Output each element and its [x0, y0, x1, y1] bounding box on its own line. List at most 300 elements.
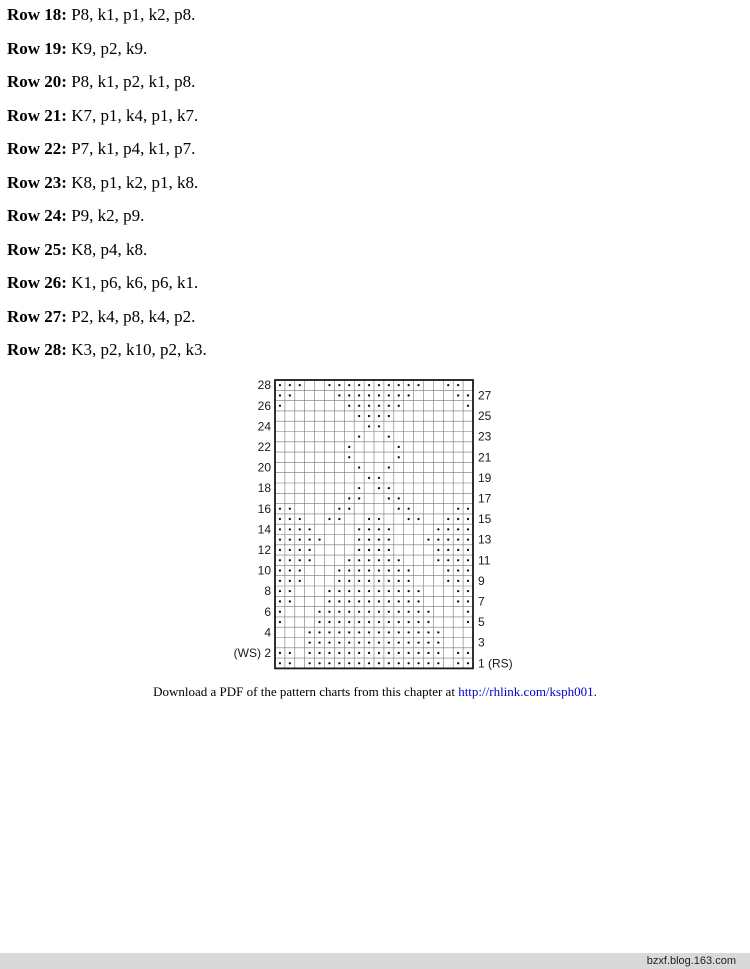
purl-dot	[358, 384, 360, 386]
purl-dot	[388, 559, 390, 561]
row-stitches: K8, p4, k8.	[66, 239, 148, 259]
purl-dot	[398, 621, 400, 623]
purl-dot	[289, 662, 291, 664]
row-number-label: 26	[257, 398, 271, 413]
purl-dot	[279, 621, 281, 623]
purl-dot	[328, 652, 330, 654]
purl-dot	[427, 611, 429, 613]
purl-dot	[318, 662, 320, 664]
purl-dot	[309, 631, 311, 633]
purl-dot	[368, 425, 370, 427]
purl-dot	[378, 569, 380, 571]
purl-dot	[398, 559, 400, 561]
purl-dot	[378, 477, 380, 479]
purl-dot	[447, 518, 449, 520]
purl-dot	[388, 631, 390, 633]
purl-dot	[378, 652, 380, 654]
row-stitches: K1, p6, k6, p6, k1.	[66, 273, 199, 292]
purl-dot	[457, 394, 459, 396]
purl-dot	[398, 384, 400, 386]
purl-dot	[378, 600, 380, 602]
purl-dot	[309, 662, 311, 664]
purl-dot	[348, 642, 350, 644]
purl-dot	[457, 590, 459, 592]
purl-dot	[358, 642, 360, 644]
purl-dot	[417, 384, 419, 386]
purl-dot	[279, 652, 281, 654]
row-label: Row 25:	[7, 239, 67, 259]
row-number-label: 17	[478, 491, 492, 506]
purl-dot	[279, 405, 281, 407]
purl-dot	[338, 580, 340, 582]
purl-dot	[368, 662, 370, 664]
purl-dot	[368, 621, 370, 623]
purl-dot	[279, 508, 281, 510]
row-stitches: P2, k4, p8, k4, p2.	[66, 306, 196, 326]
purl-dot	[378, 621, 380, 623]
purl-dot	[398, 580, 400, 582]
pattern-pdf-link[interactable]: http://rhlink.com/ksph001	[458, 684, 594, 699]
purl-dot	[279, 590, 281, 592]
purl-dot	[338, 642, 340, 644]
purl-dot	[358, 652, 360, 654]
purl-dot	[417, 621, 419, 623]
purl-dot	[368, 569, 370, 571]
purl-dot	[289, 508, 291, 510]
purl-dot	[358, 600, 360, 602]
purl-dot	[368, 539, 370, 541]
purl-dot	[358, 528, 360, 530]
purl-dot	[467, 549, 469, 551]
row-number-label: 23	[478, 429, 492, 444]
row-stitches: P8, k1, p2, k1, p8.	[66, 72, 196, 91]
purl-dot	[299, 569, 301, 571]
purl-dot	[388, 497, 390, 499]
purl-dot	[328, 590, 330, 592]
purl-dot	[378, 487, 380, 489]
purl-dot	[398, 590, 400, 592]
row-number-label: 10	[257, 563, 271, 578]
purl-dot	[437, 642, 439, 644]
purl-dot	[388, 590, 390, 592]
purl-dot	[318, 631, 320, 633]
purl-dot	[408, 611, 410, 613]
purl-dot	[388, 384, 390, 386]
row-stitches: K8, p1, k2, p1, k8.	[66, 172, 199, 192]
purl-dot	[457, 549, 459, 551]
purl-dot	[378, 642, 380, 644]
purl-dot	[358, 559, 360, 561]
row-instruction	[7, 307, 707, 327]
purl-dot	[279, 600, 281, 602]
purl-dot	[289, 384, 291, 386]
purl-dot	[368, 384, 370, 386]
purl-dot	[328, 631, 330, 633]
row-number-label: 20	[257, 460, 271, 475]
purl-dot	[348, 652, 350, 654]
caption-text: Download a PDF of the pattern charts from this chapter at	[153, 684, 459, 699]
row-number-label: 24	[257, 419, 271, 434]
purl-dot	[299, 518, 301, 520]
row-number-label: 15	[478, 512, 492, 527]
purl-dot	[437, 528, 439, 530]
purl-dot	[338, 631, 340, 633]
row-number-label: 27	[478, 388, 492, 403]
purl-dot	[289, 528, 291, 530]
purl-dot	[348, 497, 350, 499]
purl-dot	[338, 600, 340, 602]
purl-dot	[299, 549, 301, 551]
purl-dot	[378, 631, 380, 633]
row-instruction	[7, 39, 707, 59]
purl-dot	[328, 642, 330, 644]
purl-dot	[437, 652, 439, 654]
purl-dot	[388, 580, 390, 582]
row-number-label: 11	[478, 553, 491, 568]
purl-dot	[388, 611, 390, 613]
purl-dot	[358, 436, 360, 438]
purl-dot	[348, 580, 350, 582]
purl-dot	[408, 590, 410, 592]
purl-dot	[368, 652, 370, 654]
row-number-label: 6	[264, 604, 271, 619]
purl-dot	[427, 652, 429, 654]
purl-dot	[358, 405, 360, 407]
row-stitches: K7, p1, k4, p1, k7.	[66, 105, 199, 125]
purl-dot	[388, 394, 390, 396]
row-number-label: 5	[478, 615, 485, 630]
purl-dot	[398, 394, 400, 396]
purl-dot	[398, 600, 400, 602]
purl-dot	[467, 590, 469, 592]
row-instruction	[7, 240, 707, 260]
purl-dot	[328, 611, 330, 613]
row-number-label: 16	[257, 501, 271, 516]
purl-dot	[398, 569, 400, 571]
purl-dot	[408, 642, 410, 644]
purl-dot	[398, 508, 400, 510]
purl-dot	[388, 600, 390, 602]
purl-dot	[368, 405, 370, 407]
purl-dot	[279, 539, 281, 541]
purl-dot	[398, 642, 400, 644]
purl-dot	[388, 405, 390, 407]
row-number-label: 22	[257, 439, 271, 454]
purl-dot	[338, 590, 340, 592]
purl-dot	[467, 394, 469, 396]
purl-dot	[318, 539, 320, 541]
purl-dot	[338, 662, 340, 664]
purl-dot	[378, 662, 380, 664]
purl-dot	[437, 631, 439, 633]
purl-dot	[358, 497, 360, 499]
purl-dot	[328, 600, 330, 602]
purl-dot	[437, 549, 439, 551]
purl-dot	[388, 662, 390, 664]
purl-dot	[358, 487, 360, 489]
purl-dot	[289, 569, 291, 571]
purl-dot	[378, 611, 380, 613]
purl-dot	[338, 611, 340, 613]
purl-dot	[358, 539, 360, 541]
purl-dot	[348, 600, 350, 602]
purl-dot	[318, 621, 320, 623]
purl-dot	[358, 662, 360, 664]
purl-dot	[358, 611, 360, 613]
purl-dot	[447, 384, 449, 386]
purl-dot	[279, 549, 281, 551]
purl-dot	[408, 631, 410, 633]
purl-dot	[338, 518, 340, 520]
row-number-label: 7	[478, 594, 485, 609]
purl-dot	[467, 580, 469, 582]
purl-dot	[318, 611, 320, 613]
row-instruction	[7, 106, 707, 126]
purl-dot	[467, 528, 469, 530]
caption-suffix: .	[593, 684, 597, 699]
purl-dot	[378, 425, 380, 427]
purl-dot	[467, 508, 469, 510]
purl-dot	[348, 446, 350, 448]
row-number-label: 4	[264, 625, 271, 640]
purl-dot	[279, 580, 281, 582]
row-number-label: 21	[478, 450, 492, 465]
purl-dot	[378, 539, 380, 541]
purl-dot	[368, 549, 370, 551]
purl-dot	[467, 518, 469, 520]
purl-dot	[338, 508, 340, 510]
purl-dot	[289, 394, 291, 396]
purl-dot	[427, 621, 429, 623]
purl-dot	[358, 549, 360, 551]
purl-dot	[309, 528, 311, 530]
purl-dot	[467, 559, 469, 561]
purl-dot	[289, 590, 291, 592]
purl-dot	[467, 569, 469, 571]
purl-dot	[408, 662, 410, 664]
row-label: Row 27:	[7, 306, 67, 326]
purl-dot	[318, 652, 320, 654]
purl-dot	[447, 539, 449, 541]
row-instruction	[7, 139, 707, 159]
purl-dot	[289, 652, 291, 654]
row-instruction	[7, 273, 707, 293]
purl-dot	[299, 528, 301, 530]
row-label: Row 24:	[7, 206, 67, 225]
purl-dot	[309, 539, 311, 541]
purl-dot	[417, 590, 419, 592]
purl-dot	[388, 621, 390, 623]
purl-dot	[388, 415, 390, 417]
purl-dot	[358, 621, 360, 623]
purl-dot	[328, 621, 330, 623]
purl-dot	[398, 405, 400, 407]
row-instruction	[7, 72, 707, 92]
purl-dot	[368, 559, 370, 561]
purl-dot	[427, 539, 429, 541]
purl-dot	[398, 497, 400, 499]
purl-dot	[348, 611, 350, 613]
purl-dot	[417, 611, 419, 613]
purl-dot	[348, 456, 350, 458]
stitch-chart	[228, 374, 520, 672]
purl-dot	[467, 405, 469, 407]
purl-dot	[398, 652, 400, 654]
purl-dot	[279, 611, 281, 613]
purl-dot	[417, 652, 419, 654]
row-instruction	[7, 5, 707, 25]
purl-dot	[299, 580, 301, 582]
purl-dot	[457, 559, 459, 561]
footer-bar	[0, 953, 750, 969]
purl-dot	[378, 394, 380, 396]
purl-dot	[368, 631, 370, 633]
row-label: Row 26:	[7, 273, 67, 292]
purl-dot	[457, 508, 459, 510]
row-number-label: 1 (RS)	[478, 656, 513, 671]
row-number-label: 28	[257, 378, 271, 393]
purl-dot	[299, 539, 301, 541]
purl-dot	[338, 394, 340, 396]
purl-dot	[318, 642, 320, 644]
purl-dot	[457, 652, 459, 654]
purl-dot	[427, 631, 429, 633]
purl-dot	[348, 508, 350, 510]
row-number-label: 18	[257, 481, 271, 496]
purl-dot	[417, 631, 419, 633]
purl-dot	[388, 549, 390, 551]
purl-dot	[279, 569, 281, 571]
row-number-label: 3	[478, 635, 485, 650]
purl-dot	[378, 518, 380, 520]
row-label: Row 23:	[7, 172, 67, 192]
purl-dot	[348, 590, 350, 592]
purl-dot	[348, 394, 350, 396]
row-number-label: 13	[478, 532, 492, 547]
stitch-chart-svg	[228, 374, 520, 672]
purl-dot	[368, 394, 370, 396]
row-number-label: 12	[257, 542, 271, 557]
purl-dot	[388, 569, 390, 571]
purl-dot	[358, 631, 360, 633]
purl-dot	[447, 569, 449, 571]
purl-dot	[408, 569, 410, 571]
purl-dot	[417, 600, 419, 602]
purl-dot	[467, 662, 469, 664]
purl-dot	[408, 652, 410, 654]
purl-dot	[368, 518, 370, 520]
purl-dot	[447, 580, 449, 582]
purl-dot	[358, 394, 360, 396]
purl-dot	[398, 662, 400, 664]
row-stitches: K9, p2, k9.	[66, 38, 148, 58]
row-instruction	[7, 173, 707, 193]
purl-dot	[447, 549, 449, 551]
purl-dot	[457, 580, 459, 582]
purl-dot	[447, 528, 449, 530]
purl-dot	[348, 621, 350, 623]
purl-dot	[457, 600, 459, 602]
purl-dot	[358, 580, 360, 582]
row-instruction	[7, 206, 707, 226]
purl-dot	[309, 642, 311, 644]
purl-dot	[388, 539, 390, 541]
purl-dot	[289, 580, 291, 582]
row-number-label: 14	[257, 522, 271, 537]
purl-dot	[279, 559, 281, 561]
purl-dot	[408, 508, 410, 510]
purl-dot	[328, 518, 330, 520]
purl-dot	[338, 652, 340, 654]
purl-dot	[378, 559, 380, 561]
row-stitches: P7, k1, p4, k1, p7.	[66, 139, 196, 158]
purl-dot	[398, 611, 400, 613]
purl-dot	[378, 580, 380, 582]
purl-dot	[289, 539, 291, 541]
purl-dot	[378, 384, 380, 386]
purl-dot	[299, 559, 301, 561]
purl-dot	[368, 600, 370, 602]
purl-dot	[279, 518, 281, 520]
purl-dot	[398, 456, 400, 458]
purl-dot	[299, 384, 301, 386]
purl-dot	[358, 415, 360, 417]
purl-dot	[388, 642, 390, 644]
purl-dot	[388, 528, 390, 530]
purl-dot	[457, 518, 459, 520]
purl-dot	[398, 631, 400, 633]
purl-dot	[467, 652, 469, 654]
purl-dot	[408, 518, 410, 520]
purl-dot	[417, 642, 419, 644]
purl-dot	[427, 642, 429, 644]
purl-dot	[348, 631, 350, 633]
row-number-label: 9	[478, 573, 485, 588]
purl-dot	[328, 384, 330, 386]
purl-dot	[408, 394, 410, 396]
purl-dot	[427, 662, 429, 664]
purl-dot	[447, 559, 449, 561]
purl-dot	[388, 652, 390, 654]
purl-dot	[417, 662, 419, 664]
purl-dot	[467, 600, 469, 602]
row-stitches: P9, k2, p9.	[66, 206, 145, 225]
purl-dot	[437, 559, 439, 561]
row-stitches: K3, p2, k10, p2, k3.	[66, 340, 207, 359]
row-label: Row 22:	[7, 139, 67, 158]
purl-dot	[408, 600, 410, 602]
purl-dot	[378, 590, 380, 592]
purl-dot	[289, 518, 291, 520]
purl-dot	[279, 662, 281, 664]
purl-dot	[368, 477, 370, 479]
row-label: Row 28:	[7, 340, 67, 359]
purl-dot	[388, 466, 390, 468]
purl-dot	[378, 549, 380, 551]
purl-dot	[467, 611, 469, 613]
purl-dot	[378, 405, 380, 407]
purl-dot	[408, 384, 410, 386]
purl-dot	[348, 384, 350, 386]
purl-dot	[358, 569, 360, 571]
purl-dot	[309, 549, 311, 551]
purl-dot	[378, 528, 380, 530]
row-number-label: 25	[478, 409, 492, 424]
row-label: Row 18:	[7, 5, 67, 24]
purl-dot	[368, 642, 370, 644]
row-label: Row 21:	[7, 105, 67, 125]
purl-dot	[457, 528, 459, 530]
